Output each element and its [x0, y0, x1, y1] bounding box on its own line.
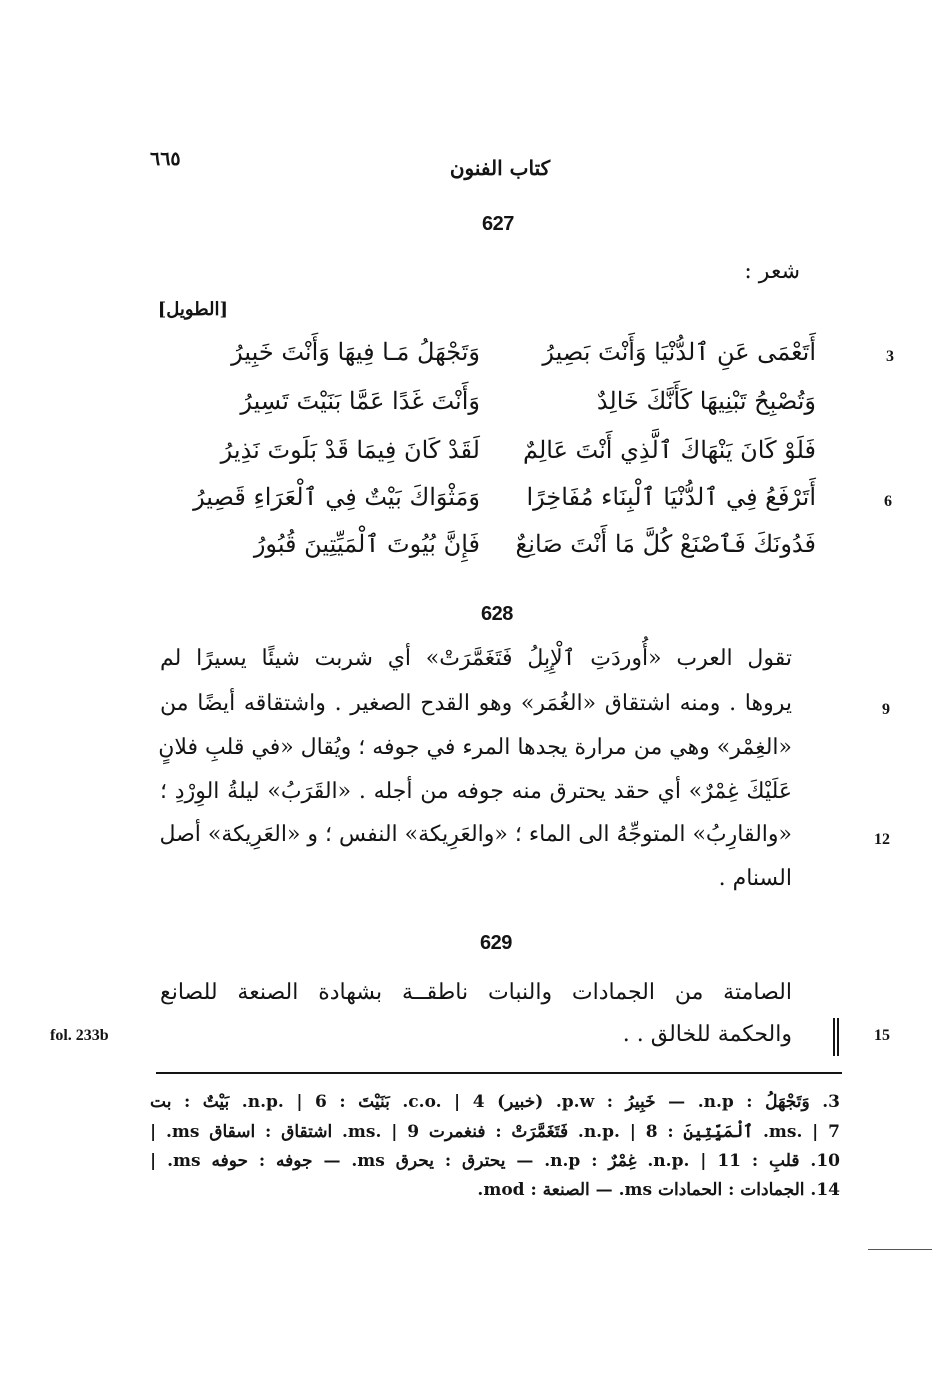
section-number-627: 627 [482, 213, 514, 235]
line-number: 12 [874, 831, 890, 848]
apparatus-line: ms. | 7. ٱلْمَيِّتِينَ : n.p. | 8. فَتَغَمَّرَتْ : فنغمرت ms. | 9. اشتقاق : اسقاق ms. | [150, 1122, 840, 1142]
running-title: كتاب الفنون [449, 156, 551, 180]
prose-line: يروها . ومنه اشتقاق «الغُمَر» وهو القدح الصغير . واشتقاقه أيضًا من [160, 691, 792, 716]
folio-break-marker [833, 1018, 836, 1056]
line-number: 15 [874, 1027, 890, 1044]
apparatus-line: 14. الجمادات : الحمادات ms. — الصنعة : mod. [477, 1180, 840, 1200]
verse-first-hemistich: أَتَعْمَى عَنِ ٱلدُّنْيَا وَأَنْتَ بَصِيرُ [542, 338, 816, 366]
prose-line: السنام . [718, 866, 792, 891]
section-number-629: 629 [480, 932, 512, 954]
verse-first-hemistich: أَتَرْفَعُ فِي ٱلدُّنْيَا ٱلْبِنَاء مُفَاخِرًا [526, 483, 816, 511]
prose-line: «والقارِبُ» المتوجِّهُ الى الماء ؛ «والعَرِيكة» النفس ؛ و «العَرِيكة» أصل [159, 822, 792, 847]
verse-second-hemistich: وَمَثْوَاكَ بَيْتٌ فِي ٱلْعَرَاءِ قَصِيرُ [193, 483, 480, 511]
page-number: ٦٦٥ [150, 148, 181, 170]
verse-second-hemistich: وَتَجْهَلُ مَـا فِيهَا وَأَنْتَ خَبِيرُ [231, 338, 480, 366]
line-number: 9 [882, 701, 890, 718]
prose-line: تقول العرب «أُوردَتِ ٱلْإِبِلُ فَتَغَمَّرَتْ» أي شربت شيئًا يسيرًا لم [160, 646, 792, 671]
footnote-rule [156, 1072, 842, 1074]
verse-second-hemistich: لَقَدْ كَانَ فِيمَا قَدْ بَلَوتَ نَذِيرُ [220, 436, 480, 464]
line-number: 6 [884, 493, 892, 510]
verse-second-hemistich: وَأَنْتَ غَدًا عَمَّا بَنَيْتَ تَسِيرُ [240, 387, 480, 415]
apparatus-line: 3. وَتَجْهَلُ : n.p. — خَبِيرُ : p.w. (خبير) c.o. | 4. بَنَيْتَ : n.p. | 6. بَيْتٌ : بت [150, 1092, 841, 1112]
verse-second-hemistich: فَإِنَّ بُيُوتَ ٱلْمَيِّتِينَ قُبُورُ [253, 530, 480, 558]
prose-line: عَلَيْكَ غِمْرٌ» أي حقد يحترق منه جوفه من أجله . «القَرَبُ» ليلةُ الوِرْدِ ؛ [160, 779, 792, 804]
verse-first-hemistich: فَدُونَكَ فَٱصْنَعْ كُلَّ مَا أَنْتَ صَانِعٌ [515, 530, 816, 558]
line-number: 3 [886, 348, 894, 365]
verse-first-hemistich: فَلَوْ كَانَ يَنْهَاكَ ٱلَّذِي أَنْتَ عَالِمٌ [523, 436, 816, 464]
prose-line: والحكمة للخالق . . [622, 1022, 792, 1047]
meter-label: [الطويل] [157, 299, 228, 320]
folio-reference: fol. 233b [50, 1027, 109, 1044]
poem-label: شعر : [744, 259, 800, 284]
apparatus-line: 10. قلبِ : n.p. | 11. غِمْرٌ : n.p. — يحترق : يحرق ms. — جوفه : حوفه ms. | [150, 1151, 840, 1171]
verse-first-hemistich: وَتُصْبِحُ تَبْنِيهَا كَأَنَّكَ خَالِدٌ [596, 387, 816, 415]
margin-mark [868, 1249, 932, 1250]
prose-line: الصامتة من الجمادات والنبات ناطقــة بشهادة الصنعة للصانع [160, 980, 792, 1005]
section-number-628: 628 [481, 603, 513, 625]
prose-line: «الغِمْر» وهي من مرارة يجدها المرء في جوفه ؛ ويُقال «في قلبِ فلانٍ [158, 735, 792, 760]
